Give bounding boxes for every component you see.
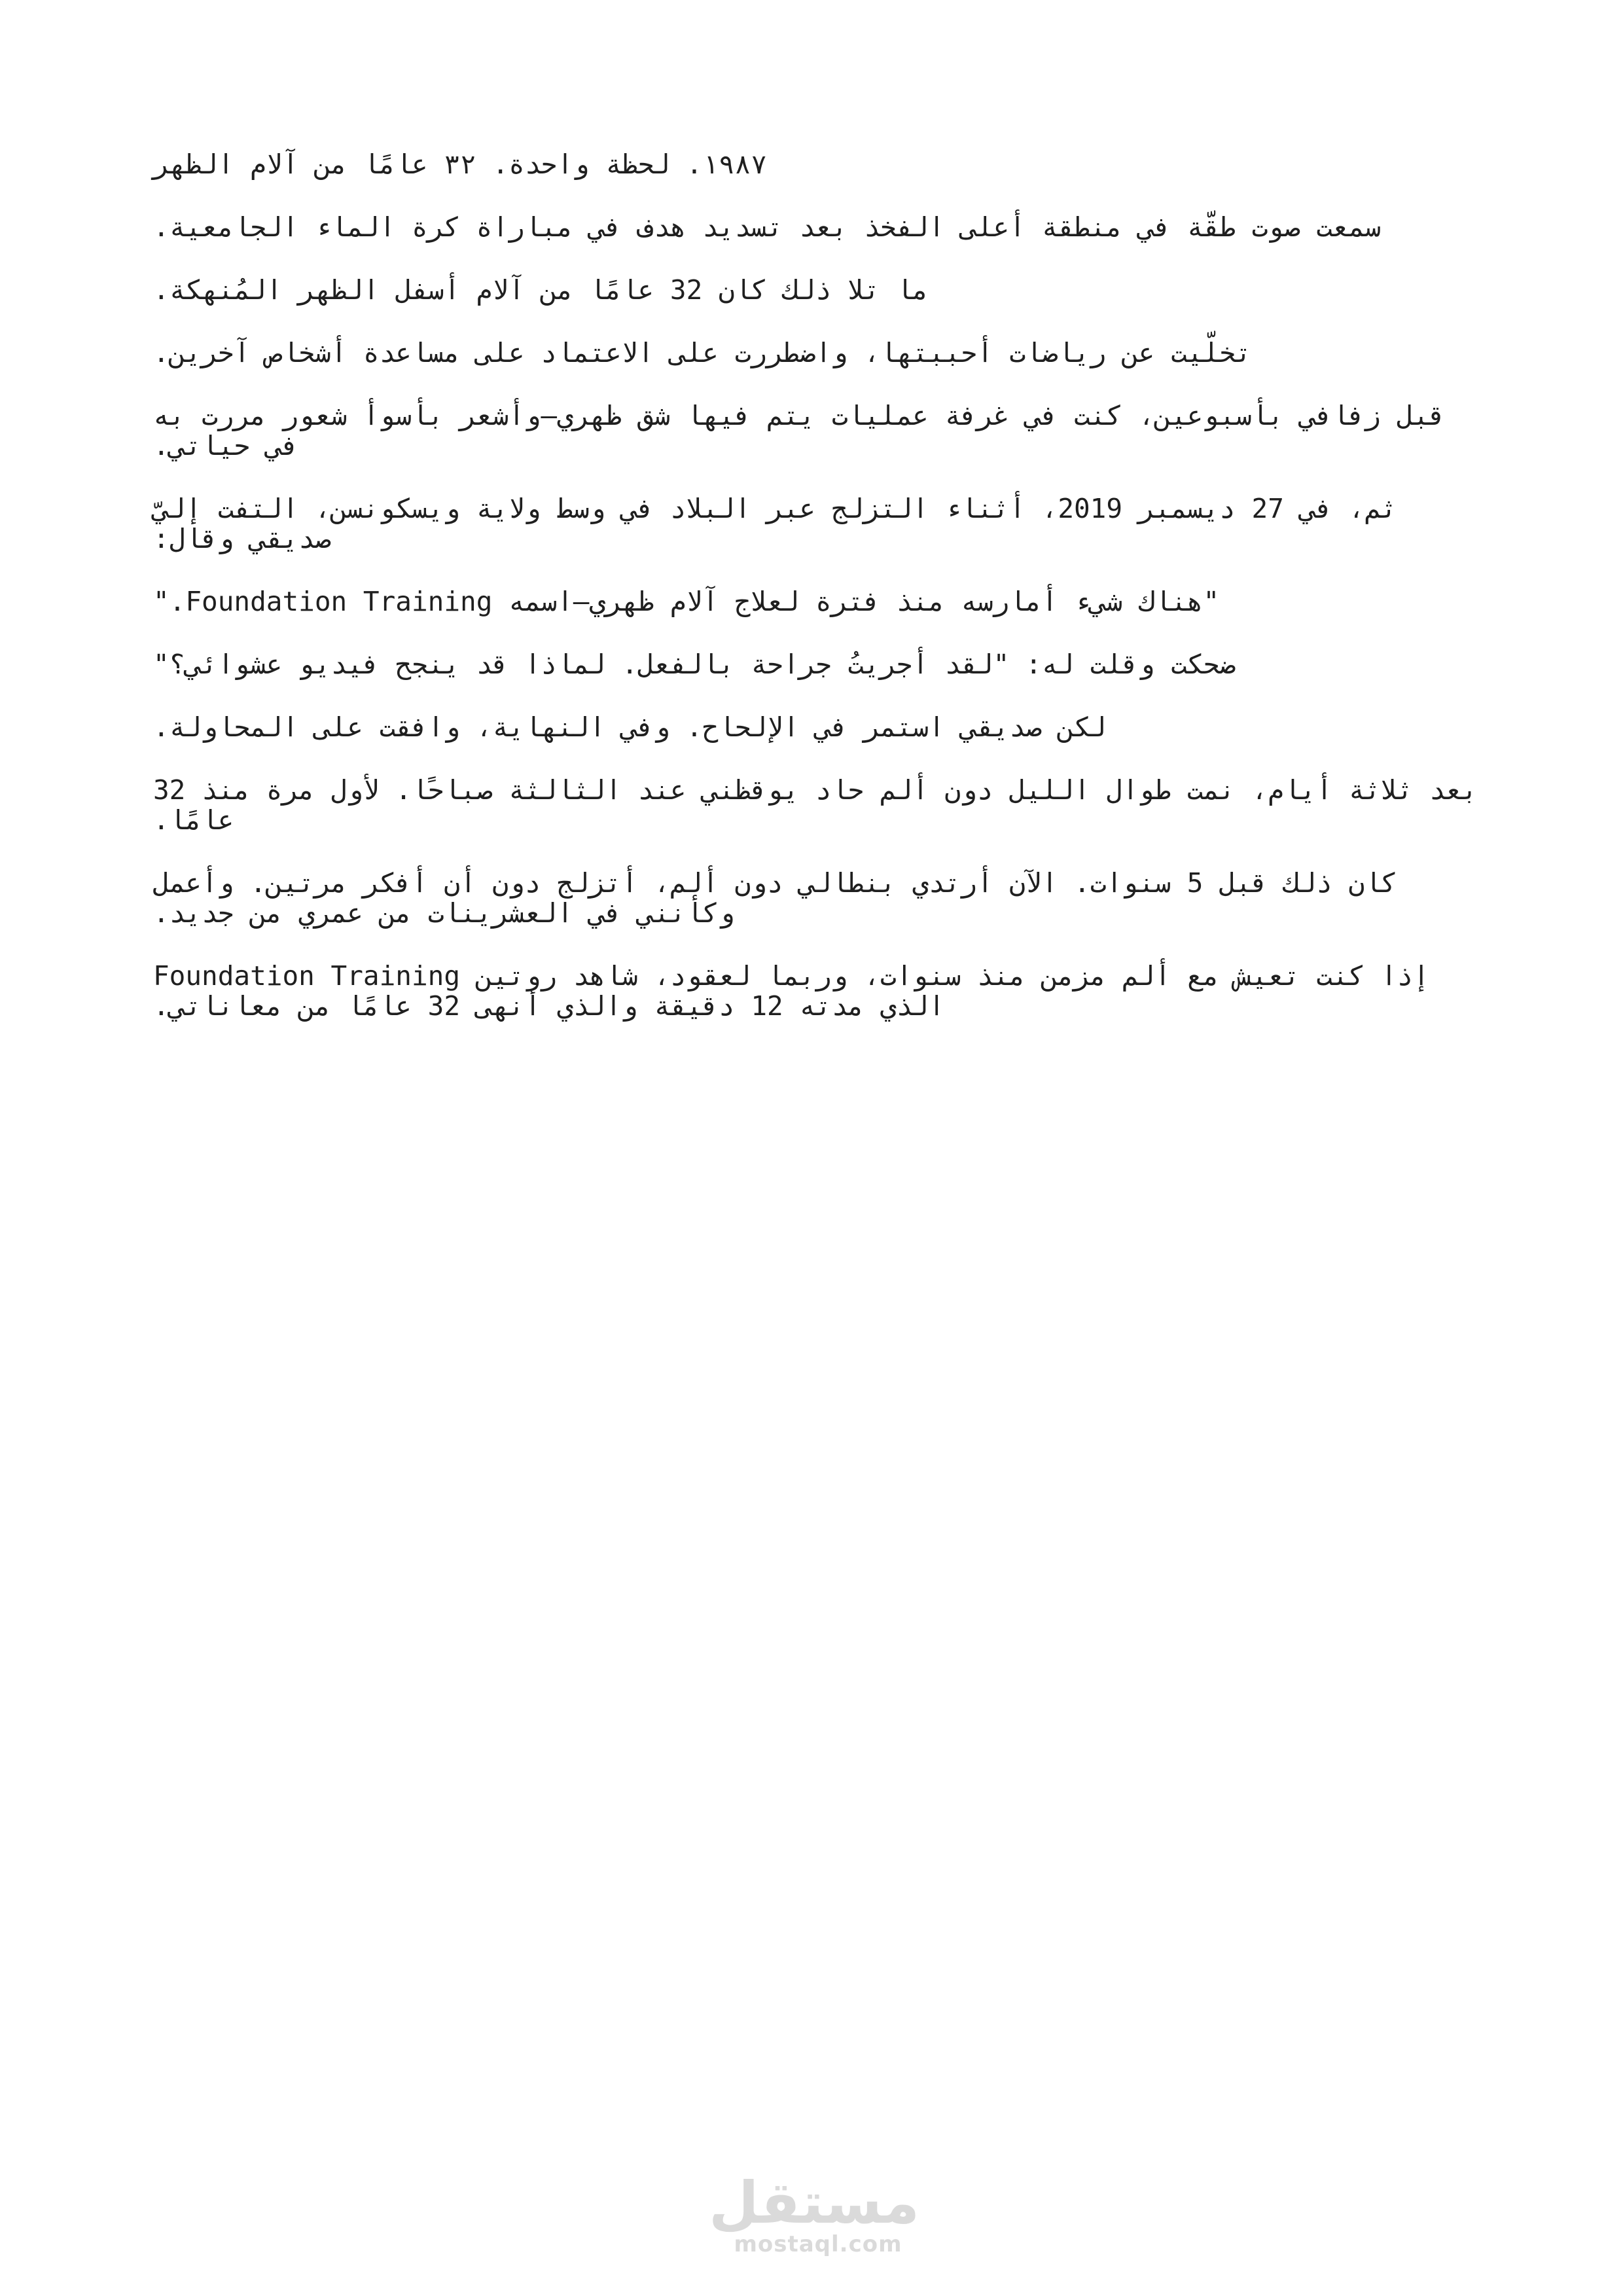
paragraph-9: لكن صديقي استمر في الإلحاح. وفي النهاية، وافقت على المحاولة. [153, 711, 1107, 743]
paragraph-4: تخلّيت عن رياضات أحببتها، واضطررت على الاعتماد على مساعدة أشخاص آخرين. [153, 337, 1252, 368]
document-body [153, 149, 1482, 1054]
paragraph-12: إذا كنت تعيش مع ألم مزمن منذ سنوات، وربما لعقود، شاهد روتين Foundation Training الذي مدته 12 دقيقة والذي أنهى 32 عامًا من معاناتي. [153, 960, 1430, 1022]
watermark-domain: mostaql.com [734, 2231, 902, 2257]
paragraph-10: بعد ثلاثة أيام، نمت طوال الليل دون ألم حاد يوقظني عند الثالثة صباحًا. لأول مرة منذ 32 عامًا. [153, 774, 1478, 836]
paragraph-6: ثم، في 27 ديسمبر 2019، أثناء التزلج عبر البلاد في وسط ولاية ويسكونسن، التفت إليّ صديقي وقال: [153, 493, 1397, 554]
mostaql-watermark [709, 2169, 919, 2265]
paragraph-5: قبل زفافي بأسبوعين، كنت في غرفة عمليات يتم فيها شق ظهري—وأشعر بأسوأ شعور مررت به في حياتي. [153, 400, 1446, 461]
paragraph-8: ضحكت وقلت له: "لقد أجريتُ جراحة بالفعل. لماذا قد ينجح فيديو عشوائي؟" [153, 649, 1236, 680]
paragraph-3: ما تلا ذلك كان 32 عامًا من آلام أسفل الظهر المُنهكة. [153, 274, 929, 306]
paragraph-2: سمعت صوت طقّة في منطقة أعلى الفخذ بعد تسديد هدف في مباراة كرة الماء الجامعية. [153, 211, 1381, 243]
paragraph-1: ١٩٨٧. لحظة واحدة. ٣٢ عامًا من آلام الظهر [153, 149, 768, 180]
watermark-arabic-logo: مستقل [709, 2169, 919, 2236]
paragraph-7: "هناك شيء أمارسه منذ فترة لعلاج آلام ظهري—اسمه Foundation Training." [153, 586, 1220, 617]
paragraph-11: كان ذلك قبل 5 سنوات. الآن أرتدي بنطالي دون ألم، أتزلج دون أن أفكر مرتين. وأعمل وكأنني في العشرينات من عمري من جديد. [153, 867, 1397, 929]
